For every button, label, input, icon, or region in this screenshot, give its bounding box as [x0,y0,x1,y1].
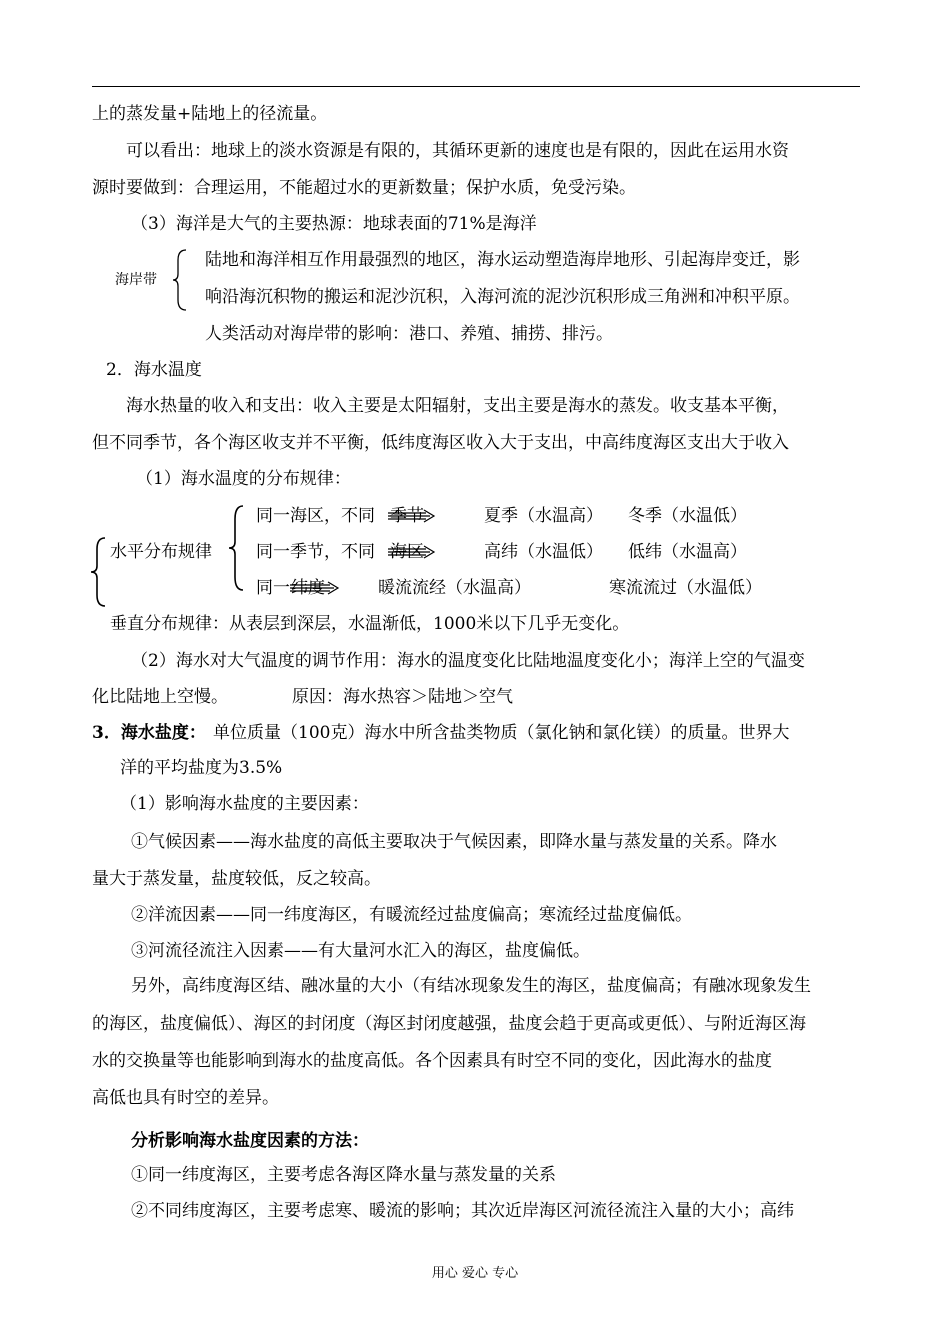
arrow-icon [288,580,344,596]
text-line: 但不同季节，各个海区收支并不平衡，低纬度海区收入大于支出，中高纬度海区支出大于收入 [92,433,789,453]
text-line: （1）海水温度的分布规律： [136,469,351,489]
row3-warm: 暖流流经（水温高） [378,578,531,598]
text-line: 单位质量（100克）海水中所含盐类物质（氯化钠和氯化镁）的质量。世界大 [213,723,790,743]
text-line: 可以看出：地球上的淡水资源是有限的，其循环更新的速度也是有限的，因此在运用水资 [126,141,789,161]
row1-summer: 夏季（水温高） [484,506,603,526]
horizontal-label: 水平分布规律 [110,542,212,562]
text-line: ②不同纬度海区，主要考虑寒、暖流的影响；其次近岸海区河流径流注入量的大小；高纬 [131,1201,794,1221]
inner-brace [228,504,246,592]
text-line: （1）影响海水盐度的主要因素： [120,794,369,814]
text-line: 化比陆地上空慢。 [92,687,228,707]
text-line: 海水热量的收入和支出：收入主要是太阳辐射，支出主要是海水的蒸发。收支基本平衡， [126,396,789,416]
text-line: ①同一纬度海区，主要考虑各海区降水量与蒸发量的关系 [131,1165,556,1185]
text-line: 垂直分布规律：从表层到深层，水温渐低，1000米以下几乎无变化。 [110,614,630,634]
text-line: 上的蒸发量+陆地上的径流量。 [92,104,328,124]
coast-brace [172,248,190,312]
text-line: 的海区，盐度偏低）、海区的封闭度（海区封闭度越强，盐度会趋于更高或更低）、与附近海区海 [92,1014,806,1034]
text-line: 另外，高纬度海区结、融冰量的大小（有结冰现象发生的海区，盐度偏高；有融冰现象发生 [131,976,811,996]
text-line: （2）海水对大气温度的调节作用：海水的温度变化比陆地温度变化小；海洋上空的气温变 [131,651,805,671]
text-line: 量大于蒸发量，盐度较低，反之较高。 [92,869,381,889]
arrow-icon [386,508,438,524]
text-line: 源时要做到：合理运用，不能超过水的更新数量；保护水质，免受污染。 [92,178,636,198]
text-line: 人类活动对海岸带的影响：港口、养殖、捕捞、排污。 [205,324,613,344]
page-footer: 用心 爱心 专心 [431,1266,519,1281]
coast-label: 海岸带 [115,272,157,288]
text-line: 陆地和海洋相互作用最强烈的地区，海水运动塑造海岸地形、引起海岸变迁，影 [205,250,800,270]
text-line: （3）海洋是大气的主要热源：地球表面的71%是海洋 [131,214,537,234]
section-heading: 3．海水盐度： [92,723,206,743]
text-line: 响沿海沉积物的搬运和泥沙沉积，入海河流的泥沙沉积形成三角洲和冲积平原。 [205,287,800,307]
row2-label: 同一季节，不同 [256,542,375,562]
row3-struck: 纬度 [291,578,325,598]
row2-struck: 海区 [390,542,424,562]
text-line: 水的交换量等也能影响到海水的盐度高低。各个因素具有时空不同的变化，因此海水的盐度 [92,1051,772,1071]
text-line: 原因：海水热容＞陆地＞空气 [292,687,513,707]
method-heading: 分析影响海水盐度因素的方法： [131,1131,369,1151]
row1-winter: 冬季（水温低） [628,506,747,526]
section-heading: 2．海水温度 [106,360,202,380]
text-line: ②洋流因素——同一纬度海区，有暖流经过盐度偏高；寒流经过盐度偏低。 [131,905,692,925]
text-line: ③河流径流注入因素——有大量河水汇入的海区，盐度偏低。 [131,941,590,961]
row2-low-lat: 低纬（水温高） [628,542,747,562]
outer-brace [90,536,108,608]
header-rule [92,86,860,87]
text-line: 洋的平均盐度为3.5% [120,758,283,778]
row2-high-lat: 高纬（水温低） [484,542,603,562]
text-line: 高低也具有时空的差异。 [92,1088,279,1108]
row3-cold: 寒流流过（水温低） [609,578,762,598]
row1-struck: 季节 [390,506,424,526]
row3-label: 同一 [256,578,290,598]
text-line: ①气候因素——海水盐度的高低主要取决于气候因素，即降水量与蒸发量的关系。降水 [131,832,777,852]
arrow-icon [386,544,438,560]
row1-label: 同一海区，不同 [256,506,375,526]
